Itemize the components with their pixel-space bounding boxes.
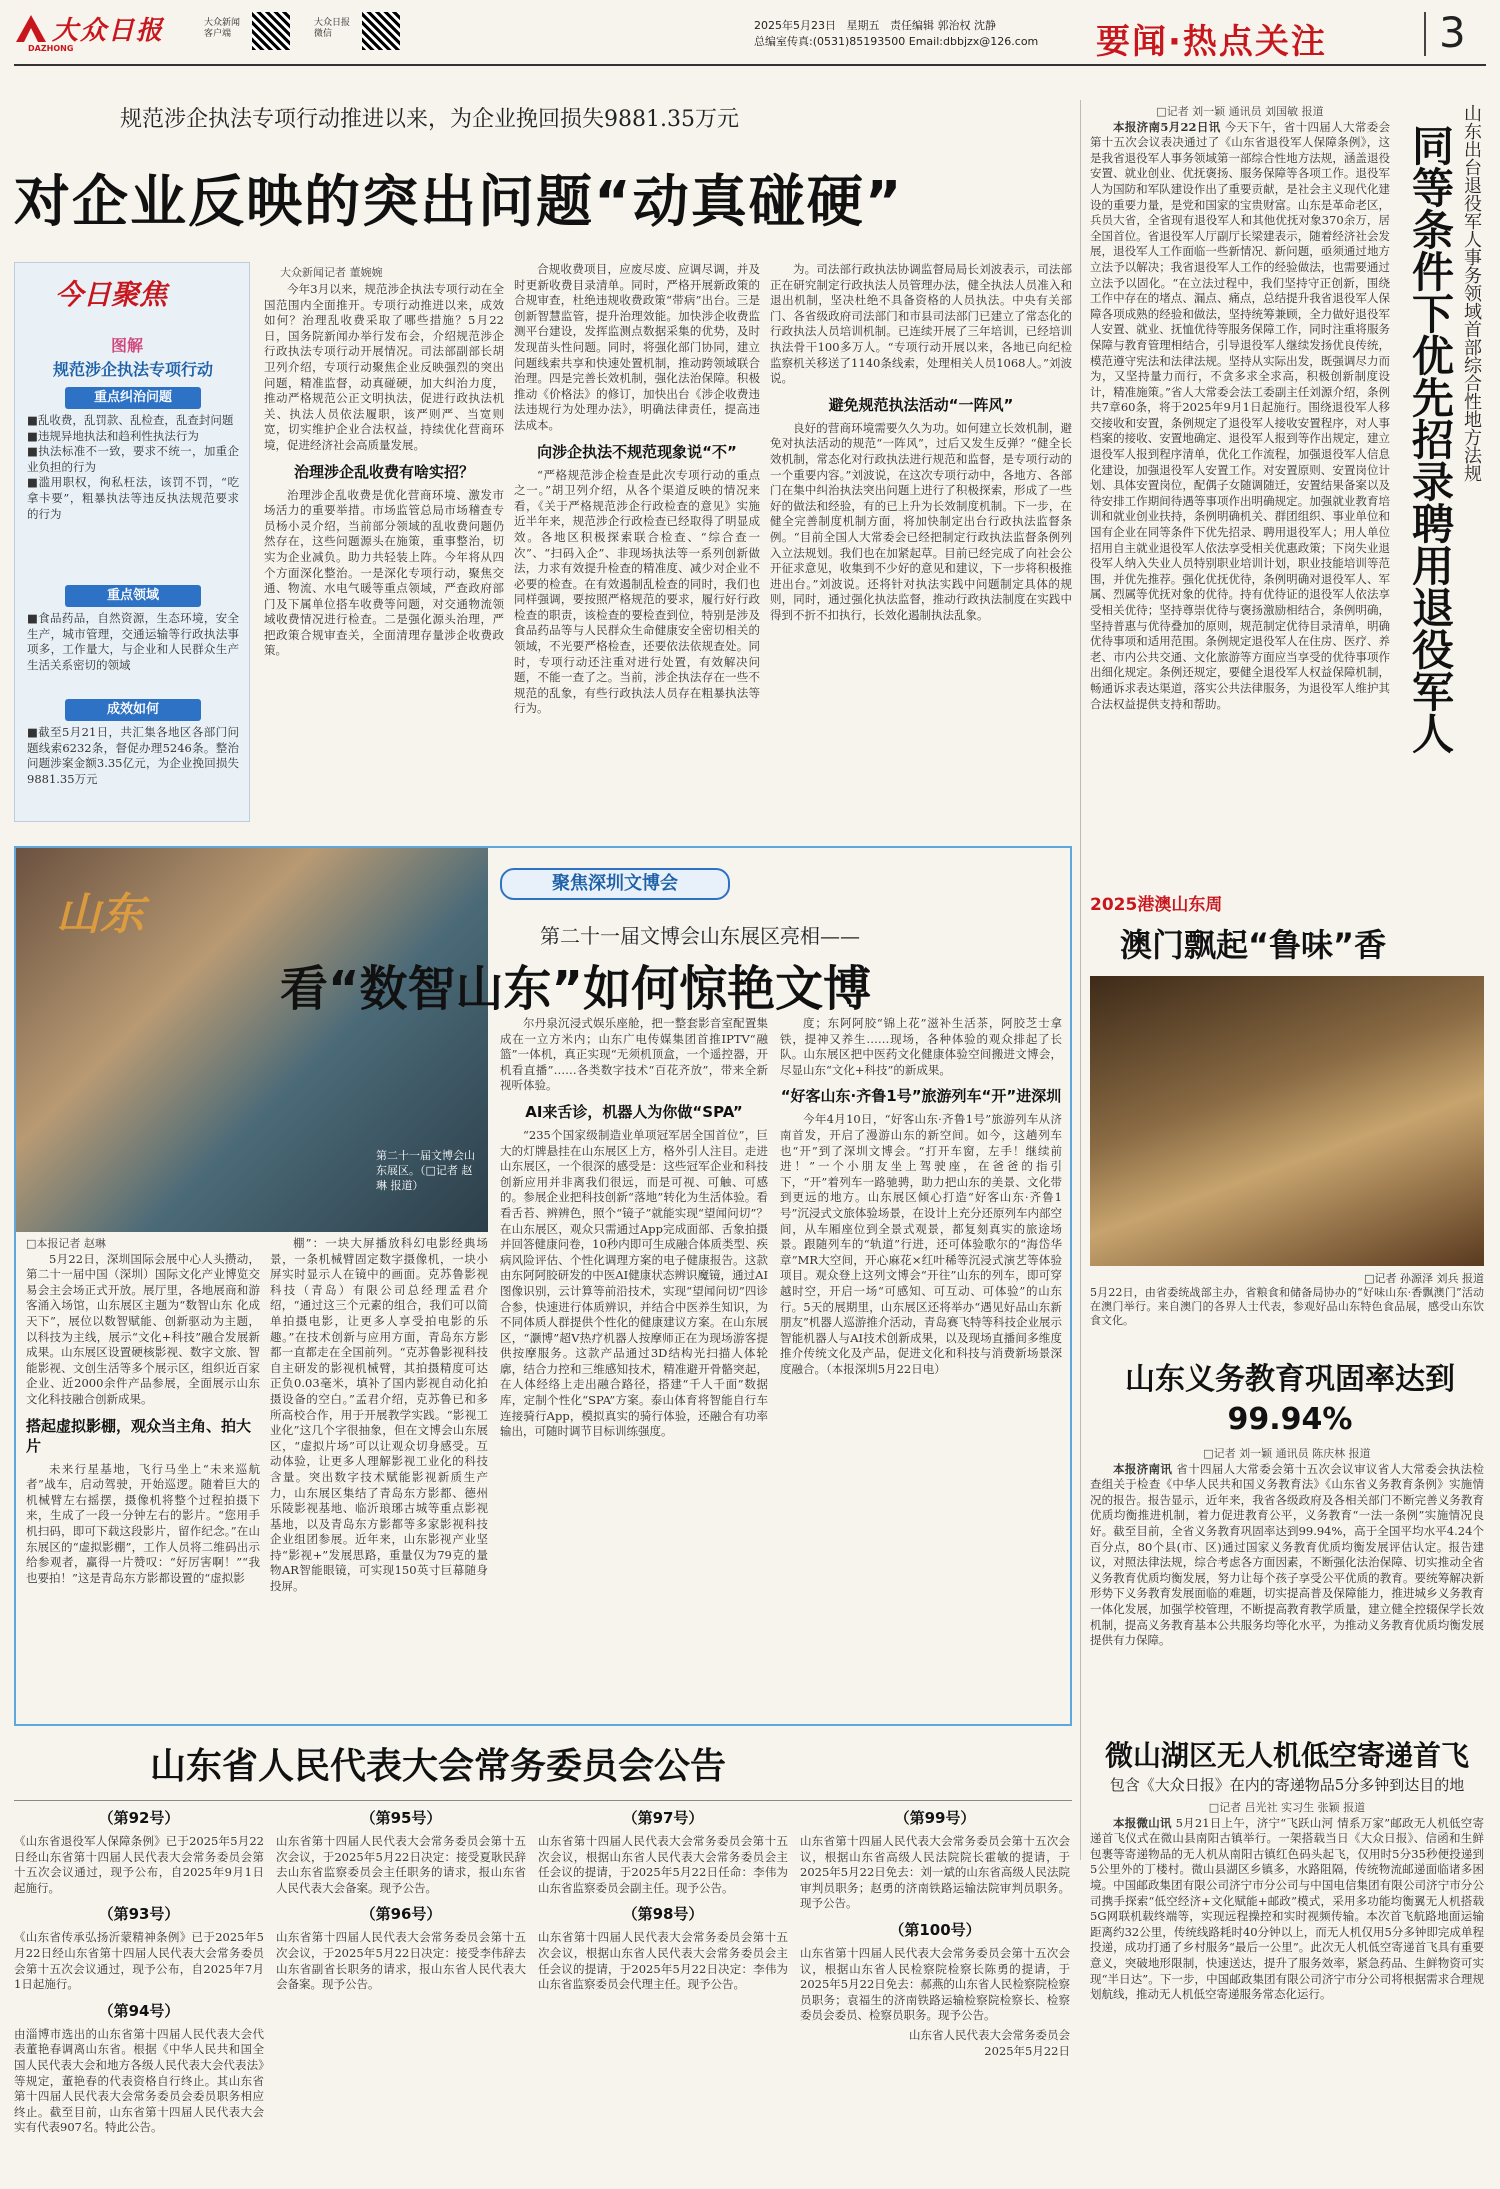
key-areas-list (27, 611, 239, 673)
macao-credit: □记者 孙源泽 刘兵 报道 (1364, 1272, 1484, 1285)
lead-subhead-3: 避免规范执法活动“一阵风” (828, 395, 1014, 414)
expo-col-3: 尔丹泉沉浸式娱乐座舱，把一整套影音室配置集成在一立方米内；山东广电传媒集团首推IPTV“融篮”一体机，真正实现“无须机顶盒，一个遥控器，开机看直播”……各类数字技术“百花齐放”，带来全新视听体验。 AI来舌诊，机器人为你做“SPA” “235个国家级制造业单项冠军居全国首位”，巨大的灯牌悬挂在山东展区上方，格外引人注目。走进山东展区，一个很深的感受是：这些冠军企业和科技创新应用并非离我们很远，而是可视、可触、可感的。参展企业把科技创新“落地”转化为生活体验。看看舌苔、辨辨色，照个“镜子”就能实现“望闻问切”？在山东展区，观众只需通过App完成面部、舌象拍摄并回答健康问卷，10秒内即可生成融合体质类型、疾病风险评估、个性化调理方案的电子健康报告。这款由东阿阿胶研发的中医AI健康状态辨识魔镜，通过AI图像识别，云计算等前沿技术，实现“望闻问切”四诊合参，快速进行体质辨识，并结合中医养生知识，为不同体质人群提供个性化的健康建议方案。在山东展区，“灏博”超V热疗机器人按摩师正在为现场游客提供按摩服务。这款产品通过3D结构光扫描人体轮廓，结合力控和三维感知技术，精准避开骨骼突起，在人体经络上走出融合路径，搭建“千人千面”数据库，定制个性化“SPA”方案。泰山体育将智能自行车连接骑行App，模拟真实的骑行体验，还融合有功率输出，可随时调节目标训练强度。 (500, 1016, 768, 1439)
macao-caption: □记者 孙源泽 刘兵 报道 5月22日，由省委统战部主办，省粮食和储备局协办的“好味山东·香飘澳门”活动在澳门举行。来自澳门的各界人士代表，参观好品山东特色食品展，感受山东饮食文化。 (1090, 1272, 1484, 1327)
qr-code-app (252, 12, 290, 50)
qr-label-app: 大众新闻客户端 (204, 18, 241, 39)
masthead (14, 8, 1486, 60)
expo-col-1: □本报记者 赵琳 5月22日，深圳国际会展中心人头攒动，第二十一届中国（深圳）国际文化产业博览交易会主会场正式开放。展厅里，各地展商和游客涌入场馆，山东展区主题为“数智山东 化成天下”，展位以数智赋能、创新驱动为主题，以科技为主线，展示“文化+科技”融合发展新成果。山东展区设置硬核影视、数字文旅、智能影视、文创生活等多个展示区，组织近百家企业、近2000余件产品参展，全面展示山东文化科技融合创新成果。 搭起虚拟影棚，观众当主角、拍大片 未来行星基地，飞行马坐上“未来巡航者”战车，启动驾驶，开始巡逻。随着巨大的机械臂左右摇摆，摄像机将整个过程拍摄下来，生成了一段一分钟左右的影片。“您用手机扫码，即可下载这段影片，留作纪念。”在山东展区的“虚拟影棚”，工作人员将二维码出示给参观者，赢得一片赞叹：“好厉害啊！”“我也要拍！”这是青岛东方影都设置的“虚拟影 (26, 1237, 260, 1585)
results-list (27, 725, 239, 787)
shandong-logo-text: 山东 (56, 889, 144, 940)
issue-weekday: 星期五 (846, 19, 880, 32)
focus-issues-list (27, 413, 239, 522)
expo-photo (16, 848, 488, 1232)
recruit-dateline: 本报济南5月22日讯 (1113, 119, 1221, 134)
paper-pinyin: DAZHONG (28, 44, 74, 53)
notice-headline: 山东省人民代表大会常务委员会公告 (150, 1746, 727, 1787)
notice-number: （第96号） (360, 1905, 442, 1924)
macao-headline: 澳门飘起“鲁味”香 (1120, 926, 1387, 964)
section-title: 要闻·热点关注 (1096, 22, 1327, 62)
drone-dateline: 本报微山讯 (1113, 1815, 1172, 1830)
issue-info (754, 18, 1038, 50)
drone-article: □记者 吕光社 实习生 张颖 报道 本报微山讯 5月21日上午，济宁“飞跃山河 情系万家”邮政无人机低空寄递首飞仪式在微山县南阳古镇举行。一架搭载当日《大众日报》、信函和生鲜包裹等寄递物品的无人机从南阳古镇红色码头起飞，仅用时5分35秒便投递到5公里外的丁楼村。微山县湖区乡镇多，水路阻隔，传统物流邮递面临诸多困境。中国邮政集团有限公司济宁市分公司与中国电信集团有限公司济宁市分公司携手探索“低空经济+文化赋能+邮政”模式，采用多功能均衡翼无人机搭载5G网联机载终端等，实现远程操控和实时视频传输。本次首飞航路地面运输距离约32公里，传统线路耗时40分钟以上，而无人机仅用5分多钟即完成单程投递，成功打通了乡村服务“最后一公里”。此次无人机低空寄递首飞具有重要意义，突破地形限制，快速送达，提升了服务效率，紧急药品、生鲜物资可实现“半日达”。下一步，中国邮政集团有限公司济宁市分公司将根据需求合理规划航线，推动无人机低空寄递服务常态化运行。 (1090, 1801, 1484, 2002)
recruit-headline: 同等条件下优先招录聘用退役军人 (1406, 124, 1455, 754)
macao-banner: 2025港澳山东周 (1090, 895, 1223, 915)
expo-col-4: 度；东阿阿胶“锦上花”滋补生活茶，阿胶芝士拿铁，提神又养生……现场，各种体验的观众排起了长队。山东展区把中医药文化健康体验空间搬进文博会，尽显山东“文化+科技”的新成果。 “好客山东·齐鲁1号”旅游列车“开”进深圳 今年4月10日，“好客山东·齐鲁1号”旅游列车从济南首发，开启了漫游山东的新空间。如今，这趟列车也“开”到了深圳文博会。“打开车窗，左手！继续前进！”一个小朋友坐上驾驶座，在爸爸的指引下，“开”着列车一路驰骋，助力把山东的美景、文化带到更远的地方。山东展区倾心打造“好客山东·齐鲁1号”沉浸式文旅体验场景，在设计上充分还原列车内部空间，从车厢座位到全景式观景，都复刻真实的旅途场景。跟随列车的“轨道”行进，还可体验歌尔的“海岱华章”MR大空间，开心麻花×红叶稀等沉浸式演艺等体验项目。观众登上这列文博会“开往”山东的列车，即可穿越时空，开启一场“可感知、可互动、可体验”的山东行。5天的展期里，山东展区还将举办“遇见好品山东新朋友”机器人巡游推介活动，青岛赛飞特等科技企业展示智能机器人与AI技术创新成果，以及现场直播间多维度推介传统文化及产品，促进文化和科技与消费新场景深度融合。（本报深圳5月22日电） (780, 1016, 1062, 1376)
notice-number: （第99号） (894, 1809, 976, 1827)
recruit-kicker: 山东出台退役军人事务领域首部综合性地方法规 (1461, 104, 1482, 482)
edu-article: □记者 刘一颖 通讯员 陈庆林 报道 本报济南讯 省十四届人大常委会第十五次会议审议省人大常委会执法检查组关于检查《中华人民共和国义务教育法》《山东省义务教育条例》实施情况的报告。报告显示，近年来，我省各级政府及各相关部门不断完善义务教育优质均衡推进机制，着力促进教育公平，义务教育“一法一条例”实施情况良好。截至目前，全省义务教育巩固率达到99.94%，高于全国平均水平4.24个百分点，80个县(市、区)通过国家义务教育优质均衡发展评估认定。报告建议，对照法律法规，综合考虑各方面因素，不断强化法治保障、切实推动全省义务教育优质均衡发展，努力让每个孩子享受公平优质的教育。要统筹解决新形势下义务教育发展面临的难题，切实提高普及保障能力，推进城乡义务教育一体化发展，加强学校管理，不断提高教育教学质量，建立健全控辍保学长效机制，提高义务教育基本公共服务均等化水平，为推动义务教育优质均衡发展提供有力保障。 (1090, 1447, 1484, 1648)
notice-number: （第100号） (889, 1920, 981, 1939)
key-areas-heading: 重点领域 (65, 585, 201, 607)
expo-byline: □本报记者 赵琳 (26, 1237, 106, 1250)
drone-headline: 微山湖区无人机低空寄递首飞 (1104, 1739, 1469, 1772)
notice-col-3: （第97号） 山东省第十四届人民代表大会常务委员会第十五次会议，根据山东省人民代表大会常务委员会主任会议的提请，于2025年5月22日任命：李伟为山东省监察委员会副主任。现予公告。 （第98号） 山东省第十四届人民代表大会常务委员会第十五次会议，根据山东省人民代表大会常务委员会主任会议的提请，于2025年5月22日决定：李伟为山东省监察委员会代理主任。现予公告。 (538, 1809, 788, 1992)
issue-editor: 责任编辑 郭治权 沈静 (890, 19, 996, 32)
notice-number: （第92号） (98, 1809, 180, 1827)
issue-contact: 总编室传真:(0531)85193500 Email:dbbjzx@126.com (754, 35, 1039, 48)
expo-banner: 聚焦深圳文博会 (500, 868, 730, 900)
notice-number: （第98号） (622, 1905, 704, 1924)
notice-col-2: （第95号） 山东省第十四届人民代表大会常务委员会第十五次会议，于2025年5月22日决定：接受夏耿民辞去山东省监察委员会主任职务的请求，报山东省人民代表大会备案。现予公告。 （第96号） 山东省第十四届人民代表大会常务委员会第十五次会议，于2025年5月22日决定：接受李伟辞去山东省副省长职务的请求，报山东省人民代表大会备案。现予公告。 (276, 1809, 526, 1992)
lead-headline: 对企业反映的突出问题“动真碰硬” (14, 170, 904, 235)
qr-label-wechat: 大众日报微信 (314, 18, 351, 39)
lead-col-2: 合规收费项目，应废尽废、应调尽调，并及时更新收费目录清单。同时，严格开展新政策的合规审查，杜绝违规收费政策“带病”出台。三是创新智慧监管，提升治理效能。加快涉企收费监测平台建设，发挥监测点数据采集的优势，及时发现苗头性问题。同时，将强化部门协同，建立问题线索共享和快速处置机制，推动跨领域联合治理。四是完善长效机制，强化法治保障。积极推动《价格法》的修订，加快出台《涉企收费违法违规行为处理办法》，明确法律责任，提高违法成本。 向涉企执法不规范现象说“不” “严格规范涉企检查是此次专项行动的重点之一。”胡卫列介绍，从各个渠道反映的情况来看，《关于严格规范涉企行政检查的意见》实施近半年来，规范涉企行政检查已经取得了明显成效。各地区积极探索联合检查、“综合查一次”、“扫码入企”、非现场执法等一系列创新做法，力求有效提升检查的精准度、减少对企业不必要的检查。在有效遏制乱检查的同时，我们也同样强调，要按照严格规范的要求，履行好行政检查的职责，该检查的要检查到位，特别是涉及食品药品等与人民群众生命健康安全密切相关的领域，不光要严格检查，还要依法依规查处。同时，专项行动还注重对进行处置，有效解决问题，不能一查了之。当前，涉企执法存在一些不规范的乱象，有些行政执法人员存在粗暴执法等行为。 (514, 262, 760, 716)
macao-photo (1090, 976, 1484, 1266)
lead-byline: 大众新闻记者 董婉婉 (280, 266, 383, 279)
list-item: ■乱收费，乱罚款、乱检查，乱查封问题 (27, 413, 234, 427)
expo-headline: 看“数智山东”如何惊艳文博 (280, 961, 872, 1017)
drone-byline: □记者 吕光社 实习生 张颖 报道 (1208, 1801, 1366, 1814)
expo-col-2: 棚”：一块大屏播放科幻电影经典场景，一条机械臂固定数字摄像机，一块小屏实时显示人在镜中的画面。克苏鲁影视科技（青岛）有限公司总经理孟君介绍，“通过这三个元素的组合，我们可以简单拍摄电影，让更多人享受拍电影的乐趣。”在技术创新与应用方面，青岛东方影都一直都走在全国前列。“克苏鲁影视科技自主研发的影视机械臂，其拍摄精度可达正负0.03毫米，填补了国内影视自动化拍摄设备的空白。”孟君介绍，克苏鲁已和多所高校合作，用于开展教学实践。“影视工业化”这几个字很抽象，但在文博会山东展区，“虚拟片场”可以让观众切身感受。互动体验，让更多人理解影视工业化的科技含量。突出数字技术赋能影视新质生产力，山东展区集结了青岛东方影都、德州乐陵影视基地、临沂琅琊古城等重点影视基地，以及青岛东方影都等多家影视科技企业组团参展。近年来，山东影视产业坚持“影视+”发展思路，重量仅为79克的量物AR智能眼镜，可实现150英寸巨幕随身投屏。 (270, 1236, 488, 1594)
notice-number: （第97号） (622, 1809, 704, 1827)
edu-headline: 山东义务教育巩固率达到99.94% (1125, 1362, 1455, 1437)
lead-kicker: 规范涉企执法专项行动推进以来，为企业挽回损失9881.35万元 (120, 107, 739, 132)
expo-subhead-3: “好客山东·齐鲁1号”旅游列车“开”进深圳 (780, 1087, 1062, 1106)
list-item: ■执法标准不一致，要求不统一，加重企业负担的行为 (27, 444, 239, 474)
drone-kicker: 包含《大众日报》在内的寄递物品5分多钟到达目的地 (1109, 1776, 1465, 1794)
notice-col-1: （第92号） 《山东省退役军人保障条例》已于2025年5月22日经山东省第十四届人民代表大会常务委员会第十五次会议通过，现予公布，自2025年9月1日起施行。 （第93号） 《山东省传承弘扬沂蒙精神条例》已于2025年5月22日经山东省第十四届人民代表大会常务委员会第十五次会议通过，现予公布，自2025年7月1日起施行。 （第94号） 由淄博市选出的山东省第十四届人民代表大会代表董艳春调离山东省。根据《中华人民共和国全国人民代表大会和地方各级人民代表大会代表法》等规定，董艳春的代表资格自行终止。其山东省第十四届人民代表大会常务委员会委员职务相应终止。截至目前，山东省第十四届人民代表大会实有代表907名。特此公告。 (14, 1809, 264, 2135)
list-item: ■违规异地执法和趋利性执法行为 (27, 428, 199, 443)
sidebar-graphic (14, 262, 250, 822)
expo-photo-caption: 第二十一届文博会山东展区。（□记者 赵琳 报道） (376, 1149, 475, 1192)
expo-subhead-2: AI来舌诊，机器人为你做“SPA” (525, 1102, 743, 1121)
edu-dateline: 本报济南讯 (1113, 1461, 1173, 1476)
lead-col-3: 为。司法部行政执法协调监督局局长刘波表示，司法部正在研究制定行政执法人员管理办法，健全执法人员准入和退出机制，坚决杜绝不具备资格的人员执法。中央有关部门、各省级政府司法部门和市县司法部门已建立了常态化的行政执法人员培训机制。已连续开展了三年培训，已经培训执法骨干100多万人。“专项行动开展以来，各地已向纪检监察机关移送了1140条线索，处理相关人员1068人。”刘波说。 避免规范执法活动“一阵风” 良好的营商环境需要久久为功。如何建立长效机制，避免对执法活动的规范“一阵风”，过后又发生反弹？“健全长效机制，常态化对行政执法进行规范和监督，是专项行动的一个重要内容。”刘波说，在这次专项行动中，各地方、各部门在集中纠治执法突出问题上进行了积极探索，形成了一些好的做法和经验，有的已上升为长效制度机制。下一步，在健全完善制度机制方面，将加快制定出台行政执法监督条例。“目前全国人大常委会已经把制定行政执法监督条例列入立法规划。我们也在加紧起草。目前已经完成了向社会公开征求意见，收集到不少好的意见和建议，下一步将积极推进出台。”刘波说。还将针对执法实践中问题制定具体的规则，同时，通过强化执法监督，推动行政执法制度在实践中得到不折不扣执行，长效化遏制执法乱象。 (770, 262, 1072, 622)
notice-number: （第94号） (98, 2001, 180, 2020)
list-item: ■滥用职权，徇私枉法，该罚不罚，“吃拿卡要”，粗暴执法等违反执法规范要求的行为 (27, 475, 239, 521)
paper-logo (14, 8, 164, 58)
recruit-article: □记者 刘一颖 通讯员 刘国敏 报道 本报济南5月22日讯 今天下午，省十四届人大常委会第十五次会议表决通过了《山东省退役军人保障条例》，这是我省退役军人事务领域第一部综合性地方法规，涵盖退役安置、就业创业、优抚褒扬、服务保障等各项工作。退役军人为国防和军队建设作出了重要贡献，是社会主义现代化建设的重要力量，是党和国家的宝贵财富。山东是革命老区，兵员大省，全省现有退役军人和其他优抚对象370余万，居全国首位。省退役军人厅副厅长梁建表示，随着经济社会发展，退役军人工作面临一些新情况、新问题，亟须通过地方立法予以解决；我省退役军人工作的经验做法，也需要通过立法予以固化。“在立法过程中，我们坚持守正创新，围绕工作中存在的堵点、漏点、痛点，总结提升我省退役军人保障各项成熟的经验和做法，坚持统筹兼顾，全力做好退役军人安置、就业、抚恤优待等服务保障工作，同时注重将服务保障与教育管理相结合，引导退役军人继续发扬优良传统，模范遵守宪法和法律法规。坚持从实际出发，既强调尽力而为，又坚持量力而行，不贪多求全求高，积极创新制度设计，精准施策。”省人大常委会法工委副主任刘源介绍，条例共7章60条，将于2025年9月1日起施行。围绕退役军人移交接收和安置，条例规定了退役军人接收安置程序，对人事档案的接收、安置地确定、退役军人报到等作出规定，建立退役军人报到程序清单，优化工作流程，加强退役军人信息化建设，加强退役军人安置工作。对安置原则、安置岗位计划、具体安置岗位，配偶子女随调随迁，安置结果备案以及待安排工作期间待遇等事项作出明确规定。加强就业教育培训和就业创业扶持，条例明确机关、群团组织、事业单位和国有企业在同等条件下优先招录、聘用退役军人；用人单位招用自主就业退役军人依法享受相关优惠政策；下岗失业退役军人纳入失业人员特别职业培训计划，职业技能培训等范围，并优先推荐。强化优抚优待，条例明确对退役军人、军属、烈属等优抚对象的优待。持有优待证的退役军人依法享受相关优待；坚持尊崇优待与褒扬激励相结合，条例明确，坚持普惠与优待叠加的原则，规范制定优待目录清单，明确优待事项和适用范围。条例规定退役军人在住房、医疗、养老、市内公共交通、文化旅游等方面应当享受的优待事项作出细化规定。条例还规定，要健全退役军人权益保障机制，畅通诉求表达渠道，落实公共法律服务，为退役军人维护其合法权益提供支持和帮助。 (1090, 105, 1390, 711)
qr-code-wechat (362, 12, 400, 50)
list-item: ■截至5月21日，共汇集各地区各部门问题线索6232条，督促办理5246条。整治问题涉案金额3.35亿元，为企业挽回损失9881.35万元 (27, 725, 239, 786)
expo-kicker: 第二十一届文博会山东展区亮相—— (540, 924, 860, 948)
recruit-byline: □记者 刘一颖 通讯员 刘国敏 报道 (1156, 105, 1324, 118)
issue-date: 2025年5月23日 (754, 19, 836, 32)
page-number: 3 (1439, 8, 1466, 57)
notice-number: （第93号） (98, 1905, 180, 1924)
lead-subhead-1: 治理涉企乱收费有啥实招？ (293, 462, 474, 481)
infographic-title: 规范涉企执法专项行动 (52, 360, 213, 379)
infographic-label: 图解 (111, 336, 144, 355)
lead-subhead-2: 向涉企执法不规范现象说“不” (537, 442, 737, 461)
edu-byline: □记者 刘一颖 通讯员 陈庆林 报道 (1203, 1447, 1371, 1460)
notice-number: （第95号） (360, 1809, 442, 1827)
expo-subhead-1: 搭起虚拟影棚，观众当主角、拍大片 (26, 1416, 252, 1455)
logo-flag-icon (14, 12, 48, 46)
notice-col-4: （第99号） 山东省第十四届人民代表大会常务委员会第十五次会议，根据山东省高级人民法院院长霍敏的提请，于2025年5月22日免去：刘一斌的山东省高级人民法院审判员职务；赵勇的济南铁路运输法院审判员职务。现予公告。 （第100号） 山东省第十四届人民代表大会常务委员会第十五次会议，根据山东省人民检察院检察长陈勇的提请，于2025年5月22日免去：郝燕的山东省人民检察院检察员职务；袁福生的济南铁路运输检察院检察长、检察委员会委员、检察员职务。现予公告。 山东省人民代表大会常务委员会 2025年5月22日 (800, 1809, 1070, 2058)
focus-issues-heading: 重点纠治问题 (65, 387, 201, 409)
today-focus-tag: 今日聚焦 (55, 278, 168, 311)
notice-signature: 山东省人民代表大会常务委员会 (909, 2027, 1070, 2042)
lead-col-1: 今年3月以来，规范涉企执法专项行动在全国范围内全面推开。专项行动推进以来，成效如何？治理乱收费采取了哪些措施？5月22日，国务院新闻办举行发布会，介绍规范涉企行政执法专项行动开展情况。司法部副部长胡卫列介绍，专项行动聚焦企业反映强烈的突出问题，精准监督，动真碰硬，加大纠治力度，推动严格规范公正文明执法，促进行政执法机关、执法人员依法履职，该严则严、当宽则宽，切实维护企业合法权益，持续优化营商环境，促进经济社会高质量发展。 治理涉企乱收费有啥实招？ 治理涉企乱收费是优化营商环境、激发市场活力的重要举措。市场监管总局市场稽查专员杨小灵介绍，当前部分领域的乱收费问题仍然存在，这些问题源头在施策，重事整治，切实为企业减负。助力共轻装上阵。今年将从四个方面深化整治。一是深化专项行动，聚焦交通、物流、水电气暖等重点领域，严查政府部门及下属单位搭车收费等问题，对交通物流领域收费情况进行检查。二是强化源头治理，严把政策合规审查关，全面清理存量涉企收费政策。 (264, 282, 504, 658)
notice-sign-date: 2025年5月22日 (984, 2043, 1070, 2058)
list-item: ■食品药品，自然资源，生态环境，安全生产，城市管理，交通运输等行政执法事项多，工作量大，与企业和人民群众生产生活关系密切的领域 (27, 611, 239, 672)
paper-name: 大众日报 (52, 16, 165, 46)
results-heading: 成效如何 (65, 699, 201, 721)
